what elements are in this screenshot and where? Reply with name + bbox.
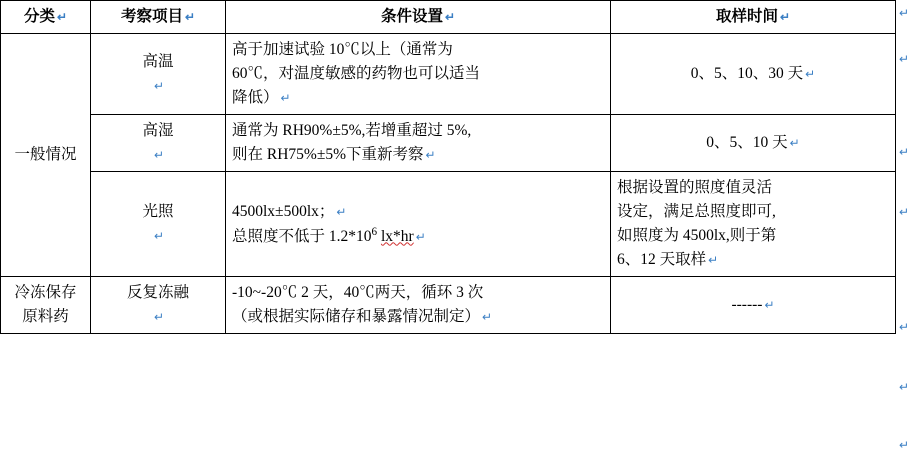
- condition-line: （或根据实际储存和暴露情况制定）: [232, 308, 481, 326]
- paragraph-mark-icon: ↵: [444, 10, 456, 24]
- header-cell-condition: [226, 1, 611, 34]
- cell-item-high-humidity: [91, 115, 226, 172]
- header-cell-item: [91, 1, 226, 34]
- cell-time-freeze-thaw: [611, 277, 896, 334]
- paragraph-mark-icon: ↵: [153, 310, 165, 325]
- header-label-condition: 条件设置: [380, 8, 443, 25]
- paragraph-mark-icon: ↵: [805, 67, 816, 82]
- condition-line: 则在 RH75%±5%下重新考察: [232, 146, 424, 164]
- item-label-high-temp: 高温: [142, 53, 174, 71]
- table-row: [1, 172, 896, 277]
- condition-line: 4500lx±500lx；: [232, 202, 335, 220]
- paragraph-mark-icon: ↵: [153, 79, 165, 94]
- paragraph-mark-icon: ↵: [898, 145, 909, 159]
- header-label-time: 取样时间: [715, 8, 778, 25]
- item-label-freeze-thaw: 反复冻融: [126, 284, 189, 302]
- cell-category-frozen-api: [1, 277, 91, 334]
- paragraph-mark-icon: ↵: [56, 10, 68, 24]
- cell-condition-freeze-thaw: [226, 277, 611, 334]
- table-row: [1, 34, 896, 115]
- condition-line-total-illuminance: 总照度不低于 $1.2*10^6$ lx*hr ↵: [232, 225, 426, 245]
- cell-condition-high-humidity: [226, 115, 611, 172]
- paragraph-mark-icon: ↵: [898, 205, 909, 219]
- header-cell-time: [611, 1, 896, 34]
- time-line: 6、12 天取样: [617, 251, 707, 269]
- category-label-frozen-api: 冷冻保存原料药: [14, 284, 77, 326]
- condition-line: 降低）: [232, 89, 279, 107]
- cell-condition-light: [226, 172, 611, 277]
- time-line: 设定，满足总照度即可,: [617, 203, 776, 221]
- paragraph-mark-icon: ↵: [482, 310, 493, 325]
- condition-line: 高于加速试验 10℃以上（通常为: [232, 41, 453, 59]
- cell-condition-high-temp: [226, 34, 611, 115]
- time-line: 如照度为 4500lx,则于第: [617, 227, 777, 245]
- paragraph-mark-icon: ↵: [184, 10, 196, 24]
- paragraph-mark-icon: ↵: [898, 6, 909, 20]
- condition-line: -10~-20℃ 2 天，40℃两天，循环 3 次: [232, 284, 484, 302]
- time-line: 根据设置的照度值灵活: [617, 179, 773, 197]
- paragraph-mark-icon: ↵: [898, 380, 909, 394]
- cell-item-light: [91, 172, 226, 277]
- table-header-row: [1, 1, 896, 34]
- paragraph-mark-icon: ↵: [415, 229, 426, 244]
- table-row: [1, 115, 896, 172]
- cell-time-high-temp: [611, 34, 896, 115]
- header-label-item: 考察项目: [120, 8, 183, 25]
- time-line: 0、5、10、30 天: [690, 65, 804, 83]
- header-label-category: 分类: [23, 8, 55, 25]
- item-label-light: 光照: [142, 203, 174, 221]
- condition-line: 通常为 RH90%±5%,若增重超过 5%,: [232, 122, 472, 140]
- cell-item-freeze-thaw: [91, 277, 226, 334]
- cell-time-high-humidity: [611, 115, 896, 172]
- paragraph-mark-icon: ↵: [336, 204, 347, 219]
- margin-paragraph-marks: [895, 0, 909, 463]
- paragraph-mark-icon: ↵: [764, 298, 775, 313]
- cell-time-light: [611, 172, 896, 277]
- header-cell-category: [1, 1, 91, 34]
- cell-item-high-temp: [91, 34, 226, 115]
- condition-line: 60℃，对温度敏感的药物也可以适当: [232, 65, 481, 83]
- paragraph-mark-icon: ↵: [779, 10, 791, 24]
- paragraph-mark-icon: ↵: [425, 148, 436, 163]
- paragraph-mark-icon: ↵: [898, 320, 909, 334]
- paragraph-mark-icon: ↵: [898, 438, 909, 452]
- time-line: ------: [731, 296, 763, 314]
- item-label-high-humidity: 高湿: [142, 122, 174, 140]
- paragraph-mark-icon: ↵: [898, 52, 909, 66]
- cell-category-general: [1, 34, 91, 277]
- table-row: [1, 277, 896, 334]
- time-line: 0、5、10 天: [706, 134, 788, 152]
- paragraph-mark-icon: ↵: [708, 253, 719, 268]
- paragraph-mark-icon: ↵: [280, 91, 291, 106]
- paragraph-mark-icon: ↵: [153, 148, 165, 163]
- category-label-general: 一般情况: [14, 146, 77, 164]
- paragraph-mark-icon: ↵: [153, 229, 165, 244]
- paragraph-mark-icon: ↵: [789, 136, 800, 151]
